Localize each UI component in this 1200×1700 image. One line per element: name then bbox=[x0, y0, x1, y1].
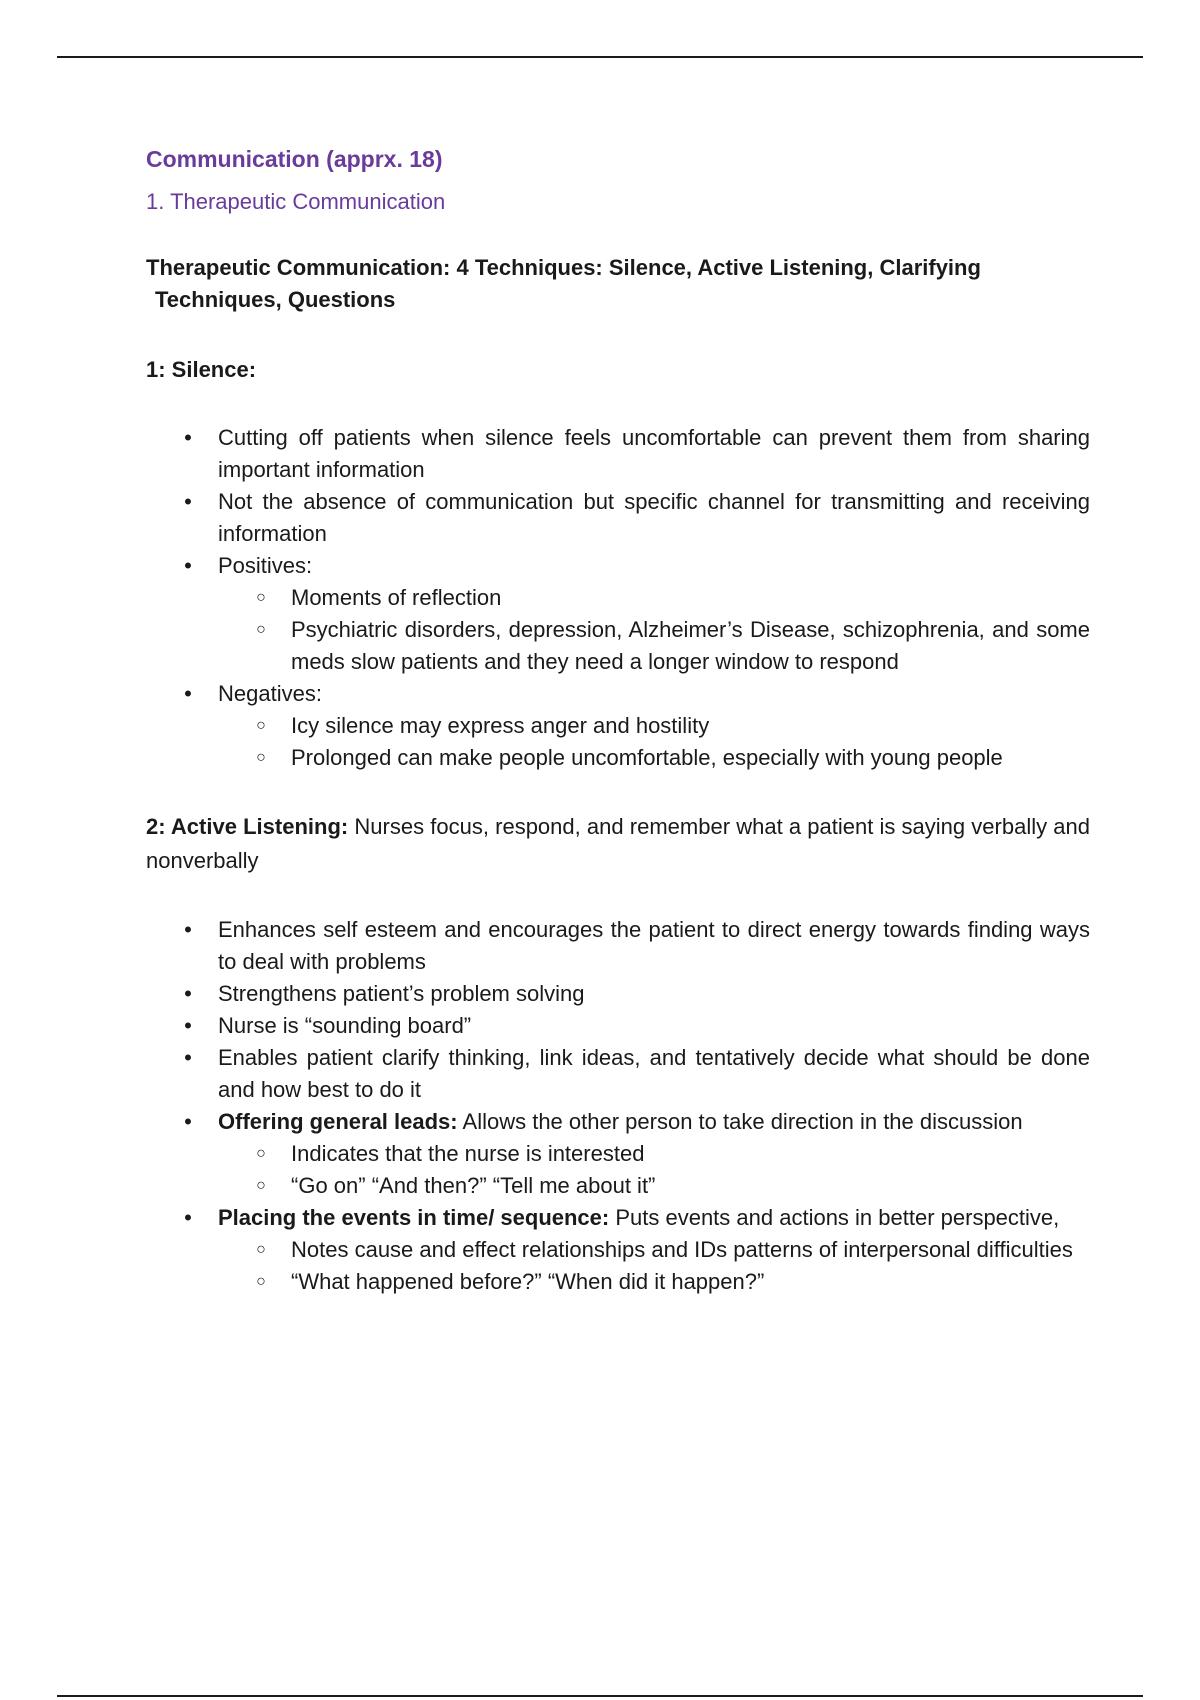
general-leads-list bbox=[218, 1138, 1090, 1202]
bullet-icon: • bbox=[184, 981, 192, 1006]
bullet-icon: • bbox=[184, 1205, 192, 1230]
silence-list bbox=[146, 422, 1090, 774]
list-item: ○ Notes cause and effect relationships and IDs patterns of interpersonal difficulties bbox=[291, 1234, 1090, 1266]
circle-bullet-icon: ○ bbox=[256, 1273, 266, 1290]
positives-list bbox=[218, 582, 1090, 678]
circle-bullet-icon: ○ bbox=[256, 621, 266, 638]
list-item: ○ Prolonged can make people uncomfortable, especially with young people bbox=[291, 742, 1090, 774]
bullet-icon: • bbox=[184, 425, 192, 450]
active-listening-label: 2: Active Listening: bbox=[146, 814, 349, 839]
list-item: ○ Indicates that the nurse is interested bbox=[291, 1138, 1090, 1170]
bullet-icon: • bbox=[184, 553, 192, 578]
list-item: • Offering general leads: Allows the other person to take direction in the discussion ○ Indicates that the nurse is interested ○ “Go on” “And then?” “Tell me about it” bbox=[218, 1106, 1090, 1202]
list-item: • Enables patient clarify thinking, link ideas, and tentatively decide what should be done and how best to do it bbox=[218, 1042, 1090, 1106]
list-item: • Negatives: ○ Icy silence may express anger and hostility ○ Prolonged can make people uncomfortable, especially with young people bbox=[218, 678, 1090, 774]
active-listening-paragraph: 2: Active Listening: Nurses focus, respond, and remember what a patient is saying verbally and nonverbally bbox=[146, 814, 1090, 873]
bullet-icon: • bbox=[184, 681, 192, 706]
list-item: • Strengthens patient’s problem solving bbox=[218, 978, 1090, 1010]
list-item: ○ “Go on” “And then?” “Tell me about it” bbox=[291, 1170, 1090, 1202]
circle-bullet-icon: ○ bbox=[256, 1241, 266, 1258]
list-item: • Enhances self esteem and encourages the patient to direct energy towards finding ways to deal with problems bbox=[218, 914, 1090, 978]
bullet-icon: • bbox=[184, 1109, 192, 1134]
list-item: • Cutting off patients when silence feels uncomfortable can prevent them from sharing important information bbox=[218, 422, 1090, 486]
general-leads-label: Offering general leads: bbox=[218, 1109, 458, 1134]
list-item: • Positives: ○ Moments of reflection ○ Psychiatric disorders, depression, Alzheimer’s Disease, schizophrenia, and some meds slow patients and they need a longer window to respond bbox=[218, 550, 1090, 678]
list-item: • Nurse is “sounding board” bbox=[218, 1010, 1090, 1042]
document-body bbox=[146, 142, 1090, 1298]
circle-bullet-icon: ○ bbox=[256, 1145, 266, 1162]
bullet-icon: • bbox=[184, 489, 192, 514]
placing-events-list bbox=[218, 1234, 1090, 1298]
list-item: ○ Psychiatric disorders, depression, Alzheimer’s Disease, schizophrenia, and some meds slow patients and they need a longer window to respond bbox=[291, 614, 1090, 678]
list-item: • Placing the events in time/ sequence: Puts events and actions in better perspective, ○ Notes cause and effect relationships and IDs patterns of interpersonal difficulties ○ “What happened before?” “When did it happen?” bbox=[218, 1202, 1090, 1298]
bullet-icon: • bbox=[184, 917, 192, 942]
bullet-icon: • bbox=[184, 1045, 192, 1070]
main-heading-line1: Therapeutic Communication: 4 Techniques: Silence, Active Listening, Clarifying bbox=[146, 255, 981, 280]
list-item: ○ Icy silence may express anger and hostility bbox=[291, 710, 1090, 742]
circle-bullet-icon: ○ bbox=[256, 717, 266, 734]
main-heading bbox=[146, 252, 1090, 316]
placing-events-label: Placing the events in time/ sequence: bbox=[218, 1205, 610, 1230]
circle-bullet-icon: ○ bbox=[256, 589, 266, 606]
list-item: ○ Moments of reflection bbox=[291, 582, 1090, 614]
circle-bullet-icon: ○ bbox=[256, 749, 266, 766]
section-subtitle: 1. Therapeutic Communication bbox=[146, 189, 446, 214]
circle-bullet-icon: ○ bbox=[256, 1177, 266, 1194]
section-title: Communication (apprx. 18) bbox=[146, 146, 443, 172]
top-rule bbox=[57, 56, 1143, 58]
negatives-list bbox=[218, 710, 1090, 774]
main-heading-line2: Techniques, Questions bbox=[155, 287, 396, 312]
bottom-rule bbox=[57, 1695, 1143, 1697]
list-item: • Not the absence of communication but specific channel for transmitting and receiving information bbox=[218, 486, 1090, 550]
list-item: ○ “What happened before?” “When did it happen?” bbox=[291, 1266, 1090, 1298]
silence-heading: 1: Silence: bbox=[146, 357, 257, 382]
active-listening-list bbox=[146, 914, 1090, 1298]
bullet-icon: • bbox=[184, 1013, 192, 1038]
